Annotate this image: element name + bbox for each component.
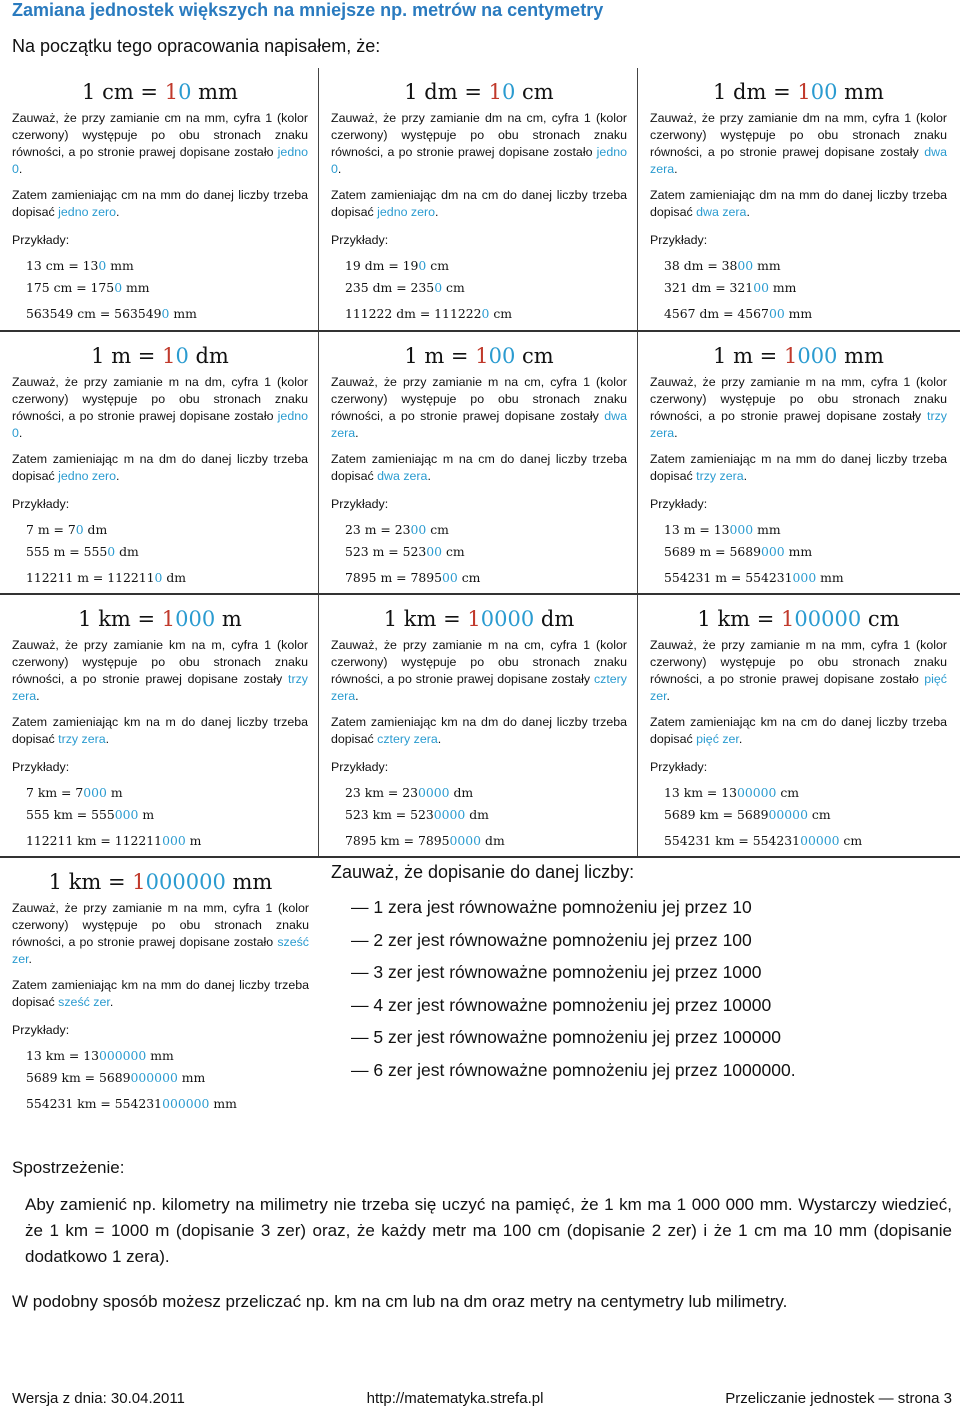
heading-one: 1 <box>164 80 179 104</box>
example-zeros: 0000 <box>449 833 482 848</box>
example-line <box>26 567 308 589</box>
example-unit: cm <box>426 258 449 273</box>
cell-explanation: Zauważ, że przy zamianie dm na cm, cyfra 1 (kolor czerwony) występuje po obu stronach znaku równości, a po stronie prawej dopisane zostało jedno 0. <box>331 111 627 176</box>
cell-rule: Zatem zamieniając km na cm do danej liczby trzeba dopisać pięć zer. <box>650 715 947 746</box>
grid-row <box>0 68 960 332</box>
rule-text: Zatem zamieniając dm na cm do danej liczby trzeba dopisać <box>331 188 627 219</box>
example-zeros: 000000 <box>162 1096 210 1111</box>
example-unit: mm <box>784 544 813 559</box>
rule-highlight: dwa zera <box>696 205 747 219</box>
example-base: 235 dm = 235 <box>345 280 435 295</box>
heading-one: 1 <box>467 607 481 631</box>
heading-zeros: 0 <box>178 80 192 104</box>
heading-zeros: 00 <box>488 344 516 368</box>
example-base: 523 km = 523 <box>345 807 434 822</box>
heading-left: 1 m = <box>91 344 163 368</box>
example-unit: dm <box>162 570 187 585</box>
example-line <box>26 519 308 541</box>
example-line <box>26 782 308 804</box>
example-base: 13 cm = 13 <box>26 258 99 273</box>
heading-zeros: 00 <box>810 80 838 104</box>
heading-one: 1 <box>783 344 798 368</box>
heading-left: 1 km = <box>697 607 782 631</box>
observation-section <box>12 1158 952 1312</box>
explanation-highlight: sześć zer <box>12 935 309 966</box>
explanation-highlight: dwa zera <box>650 145 947 176</box>
example-unit: mm <box>106 258 134 273</box>
cell-rule: Zatem zamieniając cm na mm do danej liczby trzeba dopisać jedno zero. <box>12 188 308 219</box>
example-zeros: 00 <box>737 258 754 273</box>
heading-one: 1 <box>475 344 489 368</box>
heading-unit: m <box>215 607 242 631</box>
cell-heading <box>12 607 308 631</box>
heading-zeros: 000 <box>797 344 838 368</box>
rule-highlight: jedno zero <box>58 205 117 219</box>
rule-text: Zatem zamieniając km na m do danej liczby trzeba dopisać <box>12 715 308 746</box>
example-zeros: 00 <box>410 522 427 537</box>
example-line <box>345 303 627 325</box>
observation-paragraph: Aby zamienić np. kilometry na milimetry nie trzeba się uczyć na pamięć, że 1 km ma 1 000 000 mm. Wystarczy wiedzieć, że 1 km = 1000 m (dopisanie 3 zer) oraz, że każdy metr ma 100 cm (dopisanie 2 zer) i że 1 cm ma 10 mm (dopisanie dodatkowo 1 zera). <box>25 1195 952 1266</box>
example-base: 13 km = 13 <box>664 785 737 800</box>
explanation-text: Zauważ, że przy zamianie dm na cm, cyfra 1 (kolor czerwony) występuje po obu stronach znaku równości, a po stronie prawej dopisane zostało <box>331 111 627 159</box>
example-zeros: 00 <box>426 544 443 559</box>
explanation-text: Zauważ, że przy zamianie m na cm, cyfra 1 (kolor czerwony) występuje po obu stronach znaku równości, a po stronie prawej dopisane zostały <box>331 638 627 686</box>
cell-heading <box>650 344 947 368</box>
example-line <box>345 519 627 541</box>
cell-rule: Zatem zamieniając dm na cm do danej liczby trzeba dopisać jedno zero. <box>331 188 627 219</box>
example-zeros: 000 <box>114 807 139 822</box>
observation-title: Spostrzeżenie: <box>12 1158 125 1177</box>
explanation-text: Zauważ, że przy zamianie cm na mm, cyfra 1 (kolor czerwony) występuje po obu stronach znaku równości, a po stronie prawej dopisane zostało <box>12 111 308 159</box>
example-base: 4567 dm = 4567 <box>664 306 769 321</box>
example-line <box>345 830 627 852</box>
example-zeros: 00000 <box>800 833 840 848</box>
heading-zeros: 0 <box>175 344 189 368</box>
rule-text: Zatem zamieniając dm na mm do danej liczby trzeba dopisać <box>650 188 947 219</box>
explanation-highlight: cztery zera <box>331 672 627 703</box>
cell-heading <box>650 607 947 631</box>
examples-label: Przykłady: <box>12 1023 70 1037</box>
rule-highlight: jedno zero <box>58 469 117 483</box>
example-base: 23 km = 23 <box>345 785 418 800</box>
cell-heading <box>331 344 627 368</box>
examples-label: Przykłady: <box>12 760 70 774</box>
example-base: 111222 dm = 111222 <box>345 306 482 321</box>
heading-zeros: 0000 <box>480 607 535 631</box>
conversion-cell <box>0 595 319 856</box>
example-line <box>664 830 947 852</box>
cell-rule: Zatem zamieniając km na m do danej liczby trzeba dopisać trzy zera. <box>12 715 308 746</box>
example-base: 5689 km = 5689 <box>26 1070 131 1085</box>
cell-heading <box>12 80 308 104</box>
example-unit: m <box>106 785 123 800</box>
page-title: Zamiana jednostek większych na mniejsze np. metrów na centymetry <box>12 0 604 20</box>
example-unit: mm <box>753 258 781 273</box>
heading-unit: mm <box>837 80 884 104</box>
example-unit: cm <box>457 570 481 585</box>
heading-one: 1 <box>797 80 811 104</box>
heading-zeros: 00000 <box>794 607 862 631</box>
heading-left: 1 km = <box>78 607 162 631</box>
cell-rule: Zatem zamieniając dm na mm do danej liczby trzeba dopisać dwa zera. <box>650 188 947 219</box>
cell-explanation: Zauważ, że przy zamianie cm na mm, cyfra 1 (kolor czerwony) występuje po obu stronach znaku równości, a po stronie prawej dopisane zostało jedno 0. <box>12 111 308 176</box>
examples-label: Przykłady: <box>650 760 708 774</box>
explanation-highlight: trzy zera <box>650 409 947 440</box>
heading-unit: cm <box>861 607 900 631</box>
example-unit: dm <box>115 544 139 559</box>
example-line <box>664 567 947 589</box>
note-title: Zauważ, że dopisanie do danej liczby: <box>331 862 635 882</box>
example-unit: m <box>185 833 202 848</box>
example-base: 7 m = 7 <box>26 522 76 537</box>
cell-rule: Zatem zamieniając m na cm do danej liczby trzeba dopisać dwa zera. <box>331 452 627 483</box>
explanation-highlight: jedno 0 <box>12 409 308 440</box>
rule-highlight: trzy zera <box>696 469 744 483</box>
conversion-cell <box>319 332 638 593</box>
example-zeros: 000000 <box>130 1070 178 1085</box>
explanation-text: Zauważ, że przy zamianie m na mm, cyfra 1 (kolor czerwony) występuje po obu stronach znaku równości, a po stronie prawej dopisane zostały <box>650 375 947 423</box>
heading-zeros: 0 <box>501 80 516 104</box>
example-zeros: 00000 <box>737 785 777 800</box>
explanation-highlight: dwa zera <box>331 409 627 440</box>
rule-highlight: sześć zer <box>58 995 110 1009</box>
example-unit: dm <box>465 807 489 822</box>
example-zeros: 000 <box>792 570 817 585</box>
example-unit: mm <box>816 570 844 585</box>
conversion-cell <box>0 332 319 593</box>
explanation-highlight: pięć zer <box>650 672 947 703</box>
grid-row <box>0 595 960 858</box>
example-base: 13 m = 13 <box>664 522 730 537</box>
example-line <box>26 1093 309 1115</box>
example-line <box>26 541 308 563</box>
cell-explanation: Zauważ, że przy zamianie m na mm, cyfra 1 (kolor czerwony) występuje po obu stronach znaku równości, a po stronie prawej dopisane zostało pięć zer. <box>650 638 947 703</box>
cell-explanation: Zauważ, że przy zamianie m na mm, cyfra 1 (kolor czerwony) występuje po obu stronach znaku równości, a po stronie prawej dopisane zostały trzy zera. <box>650 375 947 440</box>
example-zeros: 000 <box>162 833 186 848</box>
heading-unit: dm <box>188 344 229 368</box>
example-line <box>664 541 947 563</box>
example-zeros: 0 <box>481 306 490 321</box>
heading-unit: dm <box>534 607 575 631</box>
example-base: 554231 km = 554231 <box>26 1096 163 1111</box>
example-line <box>26 804 308 826</box>
explanation-text: Zauważ, że przy zamianie m na mm, cyfra 1 (kolor czerwony) występuje po obu stronach znaku równości, a po stronie prawej dopisane zostało <box>650 638 947 686</box>
rule-text: Zatem zamieniając km na dm do danej liczby trzeba dopisać <box>331 715 627 746</box>
example-unit: mm <box>209 1096 237 1111</box>
example-unit: mm <box>169 306 197 321</box>
cell-heading <box>12 870 309 894</box>
footer-page: Przeliczanie jednostek — strona 3 <box>725 1390 952 1407</box>
example-line <box>664 277 947 299</box>
example-unit: cm <box>442 544 465 559</box>
examples-label: Przykłady: <box>650 497 708 511</box>
example-zeros: 0 <box>434 280 443 295</box>
example-zeros: 000 <box>729 522 754 537</box>
example-unit: dm <box>83 522 108 537</box>
example-zeros: 0 <box>75 522 84 537</box>
example-unit: m <box>138 807 155 822</box>
heading-one: 1 <box>488 80 502 104</box>
heading-unit: cm <box>515 80 554 104</box>
example-base: 5689 m = 5689 <box>664 544 762 559</box>
explanation-text: Zauważ, że przy zamianie dm na mm, cyfra 1 (kolor czerwony) występuje po obu stronach znaku równości, a po stronie prawej dopisane zostały <box>650 111 947 159</box>
example-line <box>664 804 947 826</box>
example-unit: mm <box>784 306 813 321</box>
cell-rule: Zatem zamieniając km na dm do danej liczby trzeba dopisać cztery zera. <box>331 715 627 746</box>
heading-unit: mm <box>225 870 273 894</box>
heading-one: 1 <box>161 607 176 631</box>
example-line <box>26 277 308 299</box>
conversion-cell <box>0 68 319 330</box>
example-zeros: 0 <box>161 306 170 321</box>
example-unit: cm <box>807 807 831 822</box>
conversion-cell <box>638 68 957 330</box>
example-unit: mm <box>122 280 150 295</box>
heading-zeros: 000 <box>175 607 216 631</box>
note-box <box>331 862 951 1086</box>
cell-rule: Zatem zamieniając m na dm do danej liczby trzeba dopisać jedno zero. <box>12 452 308 483</box>
examples-label: Przykłady: <box>331 760 389 774</box>
cell-explanation: Zauważ, że przy zamianie m na dm, cyfra 1 (kolor czerwony) występuje po obu stronach znaku równości, a po stronie prawej dopisane zostało jedno 0. <box>12 375 308 440</box>
heading-unit: mm <box>837 344 884 368</box>
examples-label: Przykłady: <box>12 497 70 511</box>
footer <box>12 1390 952 1407</box>
heading-one: 1 <box>162 344 176 368</box>
example-unit: cm <box>839 833 863 848</box>
example-line <box>26 1067 309 1089</box>
example-base: 5689 km = 5689 <box>664 807 769 822</box>
example-base: 23 m = 23 <box>345 522 411 537</box>
example-line <box>26 830 308 852</box>
example-base: 321 dm = 321 <box>664 280 754 295</box>
example-zeros: 0 <box>107 544 116 559</box>
cell-rule: Zatem zamieniając m na mm do danej liczby trzeba dopisać trzy zera. <box>650 452 947 483</box>
explanation-highlight: jedno 0 <box>331 145 627 176</box>
examples-label: Przykłady: <box>331 233 389 247</box>
example-base: 175 cm = 175 <box>26 280 115 295</box>
explanation-text: Zauważ, że przy zamianie m na mm, cyfra 1 (kolor czerwony) występuje po obu stronach znaku równości, a po stronie prawej dopisane zostało <box>12 901 309 949</box>
note-item: — 6 zer jest równoważne pomnożeniu jej przez 1000000. <box>351 1059 796 1080</box>
example-zeros: 00 <box>442 570 458 585</box>
rule-text: Zatem zamieniając m na mm do danej liczby trzeba dopisać <box>650 452 947 483</box>
example-unit: mm <box>177 1070 206 1085</box>
observation-closing: W podobny sposób możesz przeliczać np. km na cm lub na dm oraz metry na centymetry lub milimetry. <box>12 1292 788 1311</box>
heading-left: 1 km = <box>383 607 468 631</box>
example-unit: cm <box>442 280 465 295</box>
heading-unit: cm <box>515 344 554 368</box>
conversion-cell <box>0 858 319 1118</box>
example-line <box>664 782 947 804</box>
note-item: — 5 zer jest równoważne pomnożeniu jej przez 100000 <box>351 1027 781 1047</box>
heading-zeros: 000000 <box>145 870 226 894</box>
example-base: 555 km = 555 <box>26 807 115 822</box>
example-line <box>345 804 627 826</box>
rule-highlight: pięć zer <box>696 732 739 746</box>
heading-left: 1 dm = <box>713 80 798 104</box>
examples-label: Przykłady: <box>331 497 389 511</box>
example-zeros: 0000 <box>418 785 450 800</box>
cell-explanation: Zauważ, że przy zamianie dm na mm, cyfra 1 (kolor czerwony) występuje po obu stronach znaku równości, a po stronie prawej dopisane zostały dwa zera. <box>650 111 947 176</box>
example-base: 554231 km = 554231 <box>664 833 801 848</box>
examples-label: Przykłady: <box>12 233 70 247</box>
conversion-cell <box>319 595 638 856</box>
example-base: 7895 m = 7895 <box>345 570 443 585</box>
example-zeros: 0 <box>98 258 107 273</box>
example-line <box>345 255 627 277</box>
example-base: 555 m = 555 <box>26 544 108 559</box>
example-base: 38 dm = 38 <box>664 258 738 273</box>
example-zeros: 000 <box>761 544 785 559</box>
explanation-highlight: jedno 0 <box>12 145 308 176</box>
example-line <box>345 567 627 589</box>
heading-left: 1 dm = <box>404 80 489 104</box>
note-item: — 1 zera jest równoważne pomnożeniu jej przez 10 <box>351 897 752 917</box>
heading-left: 1 m = <box>404 344 476 368</box>
example-line <box>664 303 947 325</box>
rule-text: Zatem zamieniając cm na mm do danej liczby trzeba dopisać <box>12 188 308 219</box>
rule-highlight: trzy zera <box>58 732 106 746</box>
cell-explanation: Zauważ, że przy zamianie m na cm, cyfra 1 (kolor czerwony) występuje po obu stronach znaku równości, a po stronie prawej dopisane zostały cztery zera. <box>331 638 627 703</box>
examples-label: Przykłady: <box>650 233 708 247</box>
cell-heading <box>331 607 627 631</box>
explanation-text: Zauważ, że przy zamianie m na dm, cyfra 1 (kolor czerwony) występuje po obu stronach znaku równości, a po stronie prawej dopisane zostało <box>12 375 308 423</box>
rule-text: Zatem zamieniając m na cm do danej liczby trzeba dopisać <box>331 452 627 483</box>
example-zeros: 000000 <box>99 1048 147 1063</box>
rule-text: Zatem zamieniając m na dm do danej liczby trzeba dopisać <box>12 452 308 483</box>
example-unit: cm <box>489 306 513 321</box>
conversion-cell <box>638 595 957 856</box>
heading-left: 1 m = <box>713 344 784 368</box>
intro-text: Na początku tego opracowania napisałem, że: <box>12 36 381 56</box>
heading-one: 1 <box>132 870 146 894</box>
example-zeros: 0 <box>114 280 123 295</box>
example-line <box>26 303 308 325</box>
example-base: 7895 km = 7895 <box>345 833 450 848</box>
footer-url[interactable]: http://matematyka.strefa.pl <box>366 1390 544 1407</box>
cell-heading <box>331 80 627 104</box>
note-item: — 3 zer jest równoważne pomnożeniu jej przez 1000 <box>351 962 762 982</box>
example-zeros: 0 <box>418 258 427 273</box>
example-line <box>345 782 627 804</box>
example-unit: cm <box>426 522 449 537</box>
explanation-highlight: trzy zera <box>12 672 308 703</box>
example-unit: mm <box>768 280 797 295</box>
example-zeros: 00000 <box>768 807 808 822</box>
rule-highlight: cztery zera <box>377 732 438 746</box>
heading-left: 1 cm = <box>82 80 165 104</box>
cell-explanation: Zauważ, że przy zamianie m na cm, cyfra 1 (kolor czerwony) występuje po obu stronach znaku równości, a po stronie prawej dopisane zostały dwa zera. <box>331 375 627 440</box>
example-line <box>345 541 627 563</box>
example-unit: cm <box>776 785 800 800</box>
rule-text: Zatem zamieniając km na cm do danej liczby trzeba dopisać <box>650 715 947 746</box>
cell-explanation: Zauważ, że przy zamianie km na m, cyfra 1 (kolor czerwony) występuje po obu stronach znaku równości, a po stronie prawej dopisane zostały trzy zera. <box>12 638 308 703</box>
cell-rule: Zatem zamieniając km na mm do danej liczby trzeba dopisać sześć zer. <box>12 978 309 1009</box>
note-item: — 2 zer jest równoważne pomnożeniu jej przez 100 <box>351 929 752 950</box>
example-line <box>26 255 308 277</box>
example-base: 523 m = 523 <box>345 544 427 559</box>
example-unit: mm <box>146 1048 174 1063</box>
rule-text: Zatem zamieniając km na mm do danej liczby trzeba dopisać <box>12 978 309 1009</box>
example-unit: mm <box>753 522 781 537</box>
example-zeros: 00 <box>768 306 785 321</box>
example-base: 19 dm = 19 <box>345 258 419 273</box>
example-line <box>664 255 947 277</box>
example-unit: dm <box>449 785 474 800</box>
cell-heading <box>12 344 308 368</box>
example-base: 13 km = 13 <box>26 1048 99 1063</box>
example-base: 554231 m = 554231 <box>664 570 793 585</box>
example-base: 112211 m = 112211 <box>26 570 155 585</box>
example-zeros: 0 <box>154 570 163 585</box>
example-zeros: 00 <box>753 280 769 295</box>
heading-unit: mm <box>191 80 238 104</box>
explanation-text: Zauważ, że przy zamianie m na cm, cyfra 1 (kolor czerwony) występuje po obu stronach znaku równości, a po stronie prawej dopisane zostały <box>331 375 627 423</box>
example-line <box>664 519 947 541</box>
example-base: 112211 km = 112211 <box>26 833 163 848</box>
example-line <box>345 277 627 299</box>
conversion-cell <box>638 332 957 593</box>
example-zeros: 000 <box>83 785 107 800</box>
example-line <box>26 1045 309 1067</box>
conversion-cell <box>319 68 638 330</box>
explanation-text: Zauważ, że przy zamianie km na m, cyfra 1 (kolor czerwony) występuje po obu stronach znaku równości, a po stronie prawej dopisane zostały <box>12 638 308 686</box>
footer-version: Wersja z dnia: 30.04.2011 <box>12 1390 185 1407</box>
example-unit: dm <box>481 833 505 848</box>
grid-row <box>0 332 960 595</box>
example-zeros: 0000 <box>433 807 466 822</box>
heading-left: 1 km = <box>48 870 133 894</box>
rule-highlight: jedno zero <box>377 205 436 219</box>
example-base: 7 km = 7 <box>26 785 84 800</box>
cell-explanation: Zauważ, że przy zamianie m na mm, cyfra 1 (kolor czerwony) występuje po obu stronach znaku równości, a po stronie prawej dopisane zostało sześć zer. <box>12 901 309 966</box>
example-base: 563549 cm = 563549 <box>26 306 162 321</box>
heading-one: 1 <box>781 607 795 631</box>
note-item: — 4 zer jest równoważne pomnożeniu jej przez 10000 <box>351 994 772 1015</box>
cell-heading <box>650 80 947 104</box>
rule-highlight: dwa zera <box>377 469 428 483</box>
